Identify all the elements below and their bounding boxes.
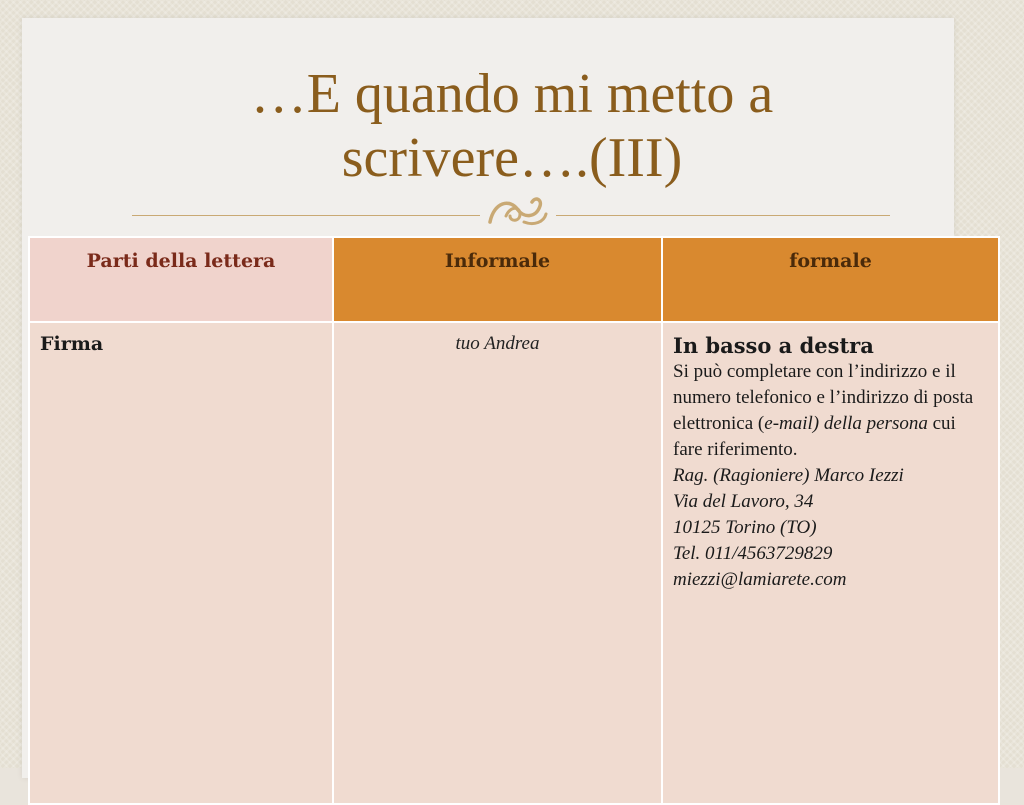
title-divider-left [132,215,480,216]
cell-part: Firma [29,322,333,804]
title-line-1: …E quando mi metto a [250,63,774,125]
letter-parts-table [28,236,1000,805]
cell-formal [662,322,999,804]
formal-heading: In basso a destra [673,333,874,358]
header-parti: Parti della lettera [29,237,333,322]
example-line: Via del Lavoro, 34 [673,491,814,512]
formal-text-2: cui fare riferimento. [673,413,956,460]
table-header-row [29,237,999,322]
example-line: Tel. 011/4563729829 [673,543,833,564]
example-line: Rag. (Ragioniere) Marco Iezzi [673,465,904,486]
formal-description [673,359,988,463]
header-formale: formale [662,237,999,322]
formal-text-italic: e-mail) della persona [764,413,928,434]
header-informale: Informale [333,237,662,322]
flourish-ornament-icon [480,192,556,232]
example-line: 10125 Torino (TO) [673,517,817,538]
example-address [673,463,988,593]
cell-informal: tuo Andrea [333,322,662,804]
example-line: miezzi@lamiarete.com [673,569,847,590]
title-line-2: scrivere….(III) [341,127,683,189]
title-divider-right [556,215,890,216]
formal-text-1: Si può completare con l’indirizzo e il numero telefonico e l’indirizzo di posta elettronica ( [673,361,974,434]
table-row [29,322,999,804]
slide-title [150,62,874,190]
